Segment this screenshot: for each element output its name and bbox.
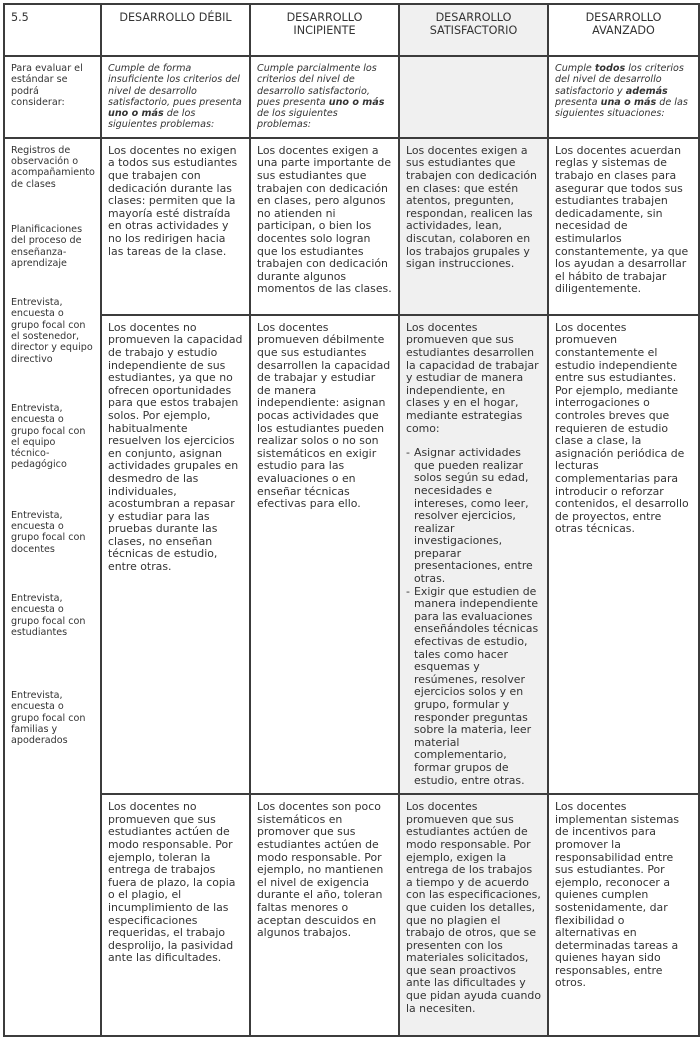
source-item: Entrevista, encuesta o grupo focal con el sostenedor, director y equipo directivo <box>11 297 93 365</box>
cell-avanzado: Los docentes promueven constantemente el estudio independiente entre sus estudiantes. Por ejemplo, mediante interrogaciones o controles breves que requieren de estudio clase a clase, la asignación periódica de lecturas complementarias para introducir o reforzar contenidos, el desarrollo de proyectos, entre otras técnicas. <box>548 315 699 794</box>
criterion-row-1 <box>4 138 699 315</box>
intro-avanzado <box>548 56 699 138</box>
cell-text: Los docentes promueven que sus estudiantes desarrollen la capacidad de trabajar y estudiar de manera independiente, en clases y en el hogar, mediante estrategias como: <box>406 320 539 435</box>
intro-satisfactorio <box>399 56 548 138</box>
source-item: Entrevista, encuesta o grupo focal con estudiantes <box>11 592 86 638</box>
strategy-text: Asignar actividades que pueden realizar solos según su edad, necesidades e intereses, como leer, resolver ejercicios, realizar investigaciones, preparar presentaciones, entre otras. <box>414 446 533 586</box>
intro-text: de las siguientes situaciones: <box>555 96 688 120</box>
source-item: Entrevista, encuesta o grupo focal con familias y apoderados <box>11 690 86 747</box>
cell-incipiente: Los docentes exigen a una parte importante de sus estudiantes que trabajen con dedicación en clases, pero algunos no atienden ni participan, o bien los docentes solo logran que los estudiantes trabajen con dedicación durante algunos momentos de las clases. <box>250 138 399 315</box>
intro-text: los criterios del nivel de desarrollo satisfactorio y <box>555 63 684 97</box>
source-item: Entrevista, encuesta o grupo focal con docentes <box>11 509 86 555</box>
intro-row <box>4 56 699 138</box>
strategy-text: Exigir que estudien de manera independiente para las evaluaciones enseñándoles técnicas efectivas de estudio, tales como hacer esquemas y resúmenes, resolver ejercicios solos y en grupo, formular y responder preguntas sobre la materia, leer material complementario, formar grupos de estudio, entre otras. <box>414 584 539 787</box>
intro-incipiente <box>250 56 399 138</box>
intro-text: de los siguientes problemas: <box>257 108 338 131</box>
intro-emphasis: uno o más <box>328 96 385 108</box>
standard-number: 5.5 <box>4 4 101 56</box>
intro-text: Cumple parcialmente los criterios del nivel de desarrollo satisfactorio, pues presenta <box>257 63 377 108</box>
intro-emphasis: todos <box>594 63 626 74</box>
strategy-item <box>406 586 541 788</box>
source-item: Planificaciones del proceso de enseñanza-aprendizaje <box>11 223 83 269</box>
intro-emphasis: además <box>625 85 668 97</box>
cell-avanzado: Los docentes acuerdan reglas y sistemas de trabajo en clases para asegurar que todos sus estudiantes trabajen dedicadamente, sin necesidad de estimularlos constantemente, ya que los ayudan a desarrollar el hábito de trabajar diligentemente. <box>548 138 699 315</box>
intro-text: Cumple de forma insuficiente los criterios del nivel de desarrollo satisfactorio, pues presenta <box>108 63 242 108</box>
intro-text: de los siguientes problemas: <box>108 108 215 131</box>
cell-debil: Los docentes no promueven la capacidad de trabajo y estudio independiente de sus estudiantes, ya que no ofrecen oportunidades para que estos trabajen solos. Por ejemplo, habitualmente resuelven los ejercicios en conjunto, asignan actividades grupales en desmedro de las individuales, acostumbran a repasar y estudiar para las pruebas durante las clases, no enseñan técnicas de estudio, entre otras. <box>101 315 250 794</box>
level-header-satisfactorio: DESARROLLO SATISFACTORIO <box>399 4 548 56</box>
source-item: Entrevista, encuesta o grupo focal con el equipo técnico-pedagógico <box>11 402 86 471</box>
level-header-debil: DESARROLLO DÉBIL <box>101 4 250 56</box>
level-header-avanzado: DESARROLLO AVANZADO <box>548 4 699 56</box>
intro-debil <box>101 56 250 138</box>
source-item: Registros de observación o acompañamiento de clases <box>11 144 95 190</box>
cell-avanzado: Los docentes implementan sistemas de incentivos para promover la responsabilidad entre sus estudiantes. Por ejemplo, reconocer a quienes cumplen sostenidamente, dar flexibilidad o alternativas en determinadas tareas a quienes hayan sido responsables, entre otros. <box>548 794 699 1036</box>
intro-text: presenta <box>555 96 601 108</box>
level-header-incipiente: DESARROLLO INCIPIENTE <box>250 4 399 56</box>
dash-bullet-icon: - <box>406 584 410 598</box>
cell-debil: Los docentes no exigen a todos sus estudiantes que trabajen con dedicación durante las clases: permiten que la mayoría esté distraída en otras actividades y no los redirigen hacia las tareas de la clase. <box>101 138 250 315</box>
cell-incipiente: Los docentes promueven débilmente que sus estudiantes desarrollen la capacidad de trabajar y estudiar de manera independiente: asignan pocas actividades que los estudiantes pueden realizar solos o no son sistemáticos en exigir estudio para las evaluaciones o en enseñar técnicas efectivas para ello. <box>250 315 399 794</box>
cell-incipiente: Los docentes son poco sistemáticos en promover que sus estudiantes actúen de modo responsable. Por ejemplo, no mantienen el nivel de exigencia durante el año, toleran faltas menores o aceptan descuidos en algunos trabajos. <box>250 794 399 1036</box>
criterion-row-3 <box>4 794 699 1036</box>
intro-emphasis: una o más <box>600 96 657 108</box>
header-row <box>4 4 699 56</box>
intro-text: Cumple <box>555 63 595 74</box>
evaluation-sources <box>4 138 101 1036</box>
rubric-table <box>3 3 700 1037</box>
cell-satisfactorio: Los docentes exigen a sus estudiantes que trabajen con dedicación en clases: que estén atentos, pregunten, respondan, realicen las actividades, lean, discutan, colaboren en los trabajos grupales y sigan instrucciones. <box>399 138 548 315</box>
cell-satisfactorio <box>399 315 548 794</box>
dash-bullet-icon: - <box>406 446 410 460</box>
strategy-item <box>406 447 541 586</box>
strategy-list <box>406 447 541 787</box>
cell-satisfactorio: Los docentes promueven que sus estudiantes actúen de modo responsable. Por ejemplo, exigen la entrega de los trabajos a tiempo y de acuerdo con las especificaciones, que cuiden los detalles, que no plagien el trabajo de otros, que se presenten con los materiales solicitados, que sean proactivos ante las dificultades y que pidan ayuda cuando la necesiten. <box>399 794 548 1036</box>
intro-emphasis: uno o más <box>108 108 164 120</box>
evaluation-lead: Para evaluar el estándar se podrá considerar: <box>4 56 101 138</box>
criterion-row-2 <box>4 315 699 794</box>
cell-debil: Los docentes no promueven que sus estudiantes actúen de modo responsable. Por ejemplo, toleran la entrega de trabajos fuera de plazo, la copia o el plagio, el incumplimiento de las especificaciones requeridas, el trabajo desprolijo, la pasividad ante las dificultades. <box>101 794 250 1036</box>
